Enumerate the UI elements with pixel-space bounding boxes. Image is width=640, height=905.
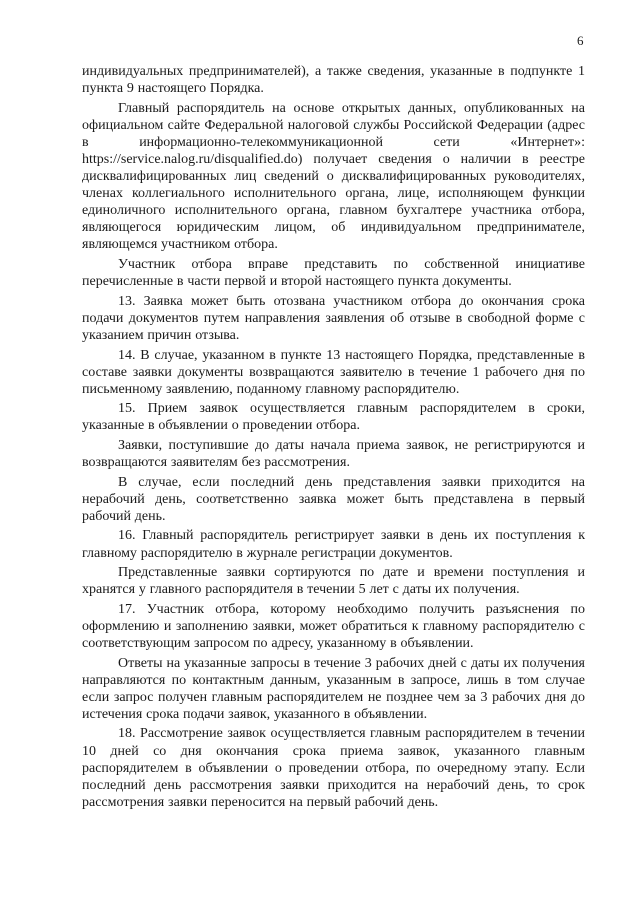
paragraph-continuation: индивидуальных предпринимателей), а также сведения, указанные в подпункте 1 пункта 9 настоящего Порядка. — [82, 64, 585, 97]
paragraph-clause-13: 13. Заявка может быть отозвана участником отбора до окончания срока подачи документов путем направления заявления об отзыве в свободной форме с указанием причин отзыва. — [82, 293, 585, 343]
paragraph-own-initiative: Участник отбора вправе представить по собственной инициативе перечисленные в части первой и второй настоящего пункта документы. — [82, 257, 585, 290]
paragraph-answers: Ответы на указанные запросы в течение 3 рабочих дней с даты их получения направляются по контактным данным, указанным в запросе, лишь в том случае если запрос получен главным распорядителем не позднее чем за 3 рабочих дня до истечения срока подачи заявок, указанного в объявлении. — [82, 655, 585, 722]
document-body — [82, 63, 585, 813]
page-number: 6 — [577, 33, 584, 48]
paragraph-clause-15: 15. Прием заявок осуществляется главным распорядителем в сроки, указанные в объявлении о проведении отбора. — [82, 401, 585, 434]
paragraph-fns-data: Главный распорядитель на основе открытых данных, опубликованных на официальном сайте Федеральной налоговой службы Российской Федерации (адрес в информационно-телекоммуникационной сети «Интернет»: https://service.nalog.ru/disqualified.do) получает сведения о наличии в реестре дисквалифицированных лиц сведений о дисквалифицированных руководителях, членах коллегиального исполнительного органа, лице, исполняющем функции единоличного исполнительного органа, главном бухгалтере участника отбора, являющегося юридическим лицом, об индивидуальном предпринимателе, являющемся участником отбора. — [82, 100, 585, 253]
paragraph-clause-16: 16. Главный распорядитель регистрирует заявки в день их поступления к главному распорядителю в журнале регистрации документов. — [82, 528, 585, 561]
paragraph-sorting: Представленные заявки сортируются по дате и времени поступления и хранятся у главного распорядителя в течении 5 лет с даты их получения. — [82, 565, 585, 598]
paragraph-clause-14: 14. В случае, указанном в пункте 13 настоящего Порядка, представленные в составе заявки документы возвращаются заявителю в течение 1 рабочего дня по письменному заявлению, поданному главному распорядителю. — [82, 347, 585, 397]
paragraph-clause-17: 17. Участник отбора, которому необходимо получить разъяснения по оформлению и заполнению заявки, может обратиться к главному распорядителю с соответствующим запросом по адресу, указанному в объявлении. — [82, 601, 585, 651]
paragraph-clause-18: 18. Рассмотрение заявок осуществляется главным распорядителем в течении 10 дней со дня окончания срока приема заявок, указанного главным распорядителем в объявлении о проведении отбора, по очередному этапу. Если последний день рассмотрения заявки приходится на нерабочий день, то срок рассмотрения заявки переносится на первый рабочий день. — [82, 726, 585, 810]
paragraph-non-working-day: В случае, если последний день представления заявки приходится на нерабочий день, соответственно заявка может быть представлена в первый рабочий день. — [82, 474, 585, 524]
paragraph-not-registered: Заявки, поступившие до даты начала приема заявок, не регистрируются и возвращаются заявителям без рассмотрения. — [82, 437, 585, 471]
